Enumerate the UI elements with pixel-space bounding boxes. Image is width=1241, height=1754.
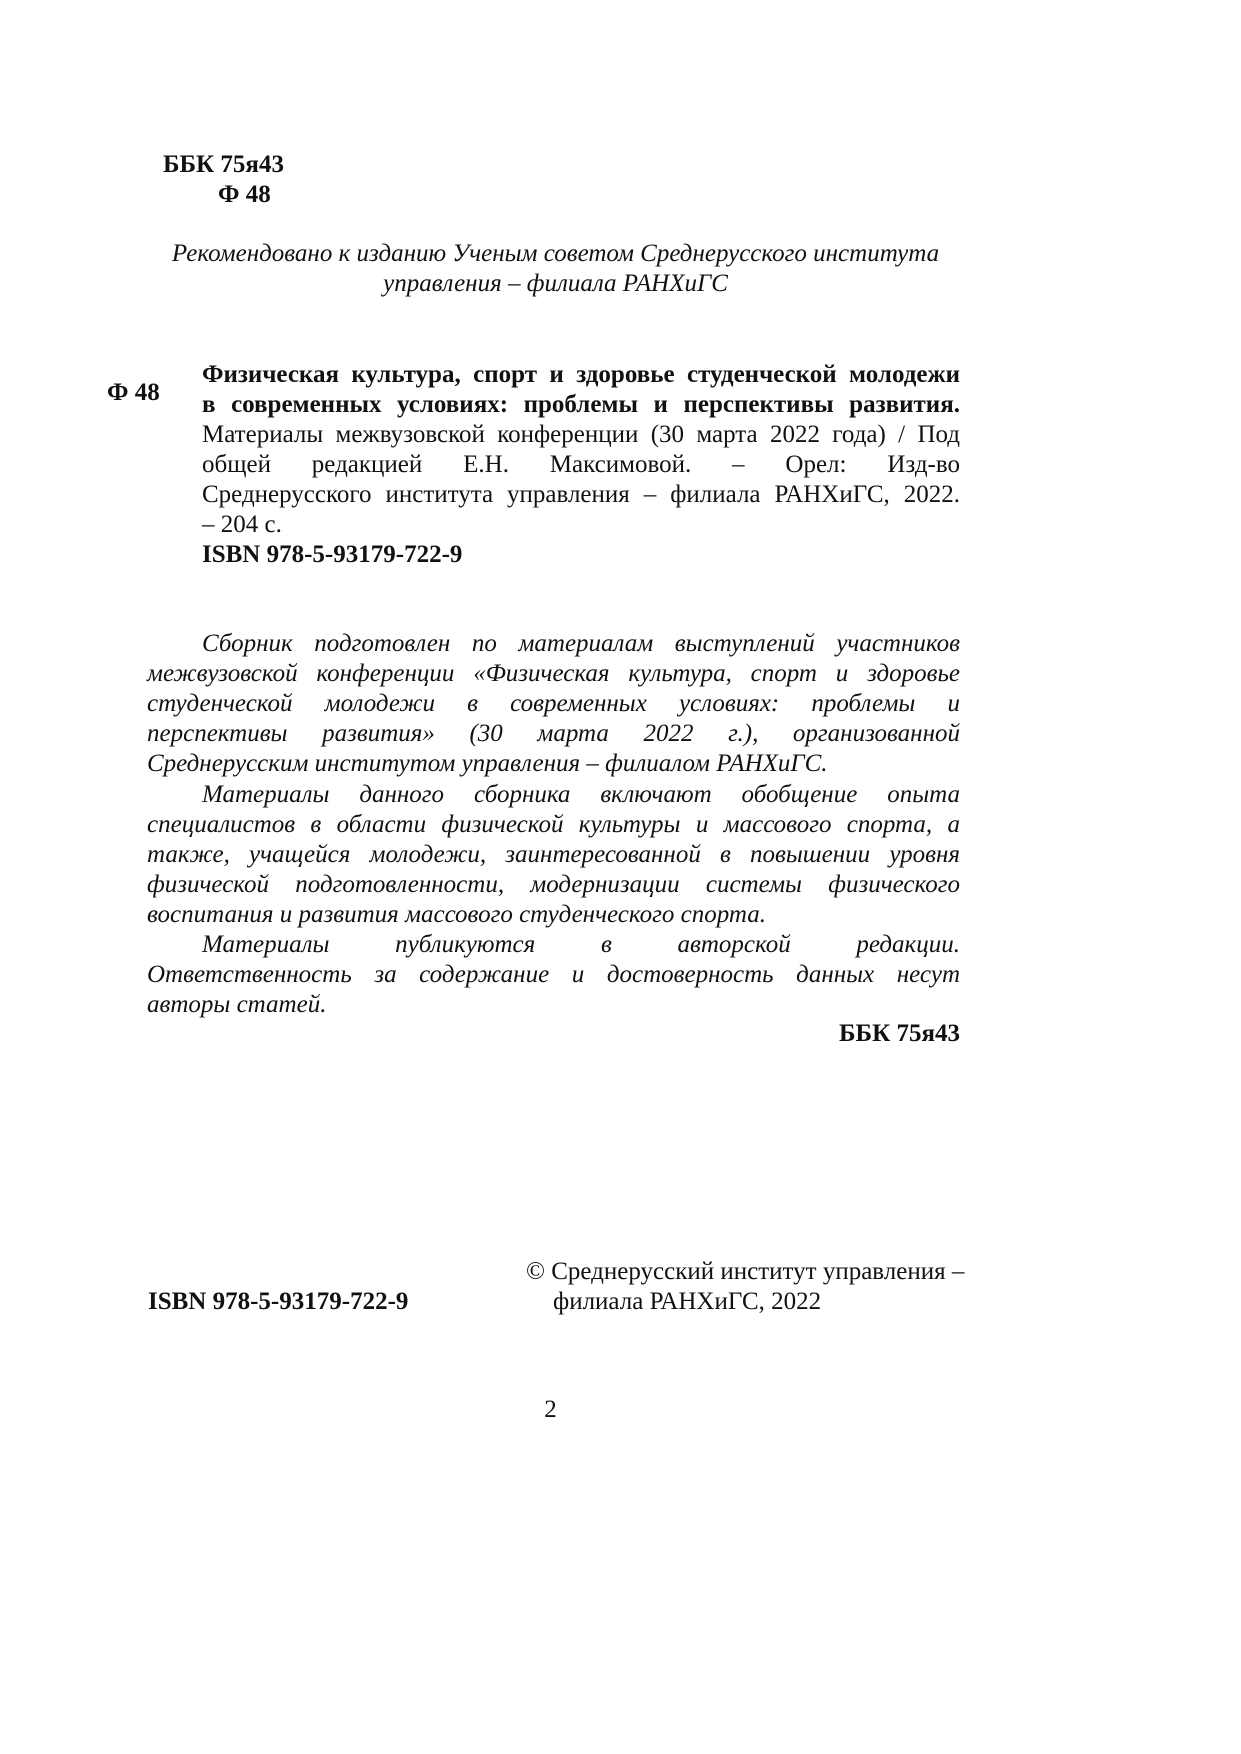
annotation-line: перспективы развития» (30 марта 2022 г.), организованной: [147, 720, 960, 747]
bibliographic-isbn: ISBN 978-5-93179-722-9: [202, 541, 463, 568]
annotation-line: авторы статей.: [147, 991, 327, 1018]
bibliographic-description-line: Среднерусского института управления – филиала РАНХиГС, 2022.: [202, 481, 960, 508]
annotation-line: Материалы данного сборника включают обобщение опыта: [202, 781, 960, 808]
book-title-line: в современных условиях: проблемы и перспективы развития.: [202, 391, 960, 418]
annotation-line: воспитания и развития массового студенческого спорта.: [147, 901, 766, 928]
bibliographic-description-line: – 204 с.: [202, 511, 282, 538]
bibliographic-side-code: Ф 48: [107, 379, 160, 406]
annotation-line: Сборник подготовлен по материалам выступлений участников: [202, 630, 960, 657]
annotation-line: Среднерусским институтом управления – филиалом РАНХиГС.: [147, 750, 828, 777]
bbk-index: ББК 75я43: [163, 151, 284, 178]
recommendation-line: управления – филиала РАНХиГС: [383, 270, 728, 297]
annotation-line: Ответственность за содержание и достоверность данных несут: [147, 961, 960, 988]
annotation-line: межвузовской конференции «Физическая культура, спорт и здоровье: [147, 660, 960, 687]
recommendation-line: Рекомендовано к изданию Ученым советом Среднерусского института: [171, 240, 940, 267]
copyright-line: © Среднерусский институт управления –: [526, 1258, 965, 1285]
annotation-line: также, учащейся молодежи, заинтересованной в повышении уровня: [147, 841, 960, 868]
bbk-index-footer: ББК 75я43: [839, 1020, 960, 1047]
book-title-line: Физическая культура, спорт и здоровье студенческой молодежи: [202, 361, 960, 388]
author-sign-code: Ф 48: [218, 181, 271, 208]
bibliographic-description-line: общей редакцией Е.Н. Максимовой. – Орел: Изд-во: [202, 451, 960, 478]
copyright-line: филиала РАНХиГС, 2022: [553, 1288, 822, 1315]
annotation-line: физической подготовленности, модернизации системы физического: [147, 871, 960, 898]
annotation-line: специалистов в области физической культуры и массового спорта, а: [147, 811, 960, 838]
bibliographic-description-line: Материалы межвузовской конференции (30 марта 2022 года) / Под: [202, 421, 960, 448]
isbn-footer: ISBN 978-5-93179-722-9: [148, 1288, 409, 1315]
annotation-line: студенческой молодежи в современных условиях: проблемы и: [147, 690, 960, 717]
page-number: 2: [544, 1396, 557, 1423]
annotation-line: Материалы публикуются в авторской редакции.: [202, 931, 960, 958]
